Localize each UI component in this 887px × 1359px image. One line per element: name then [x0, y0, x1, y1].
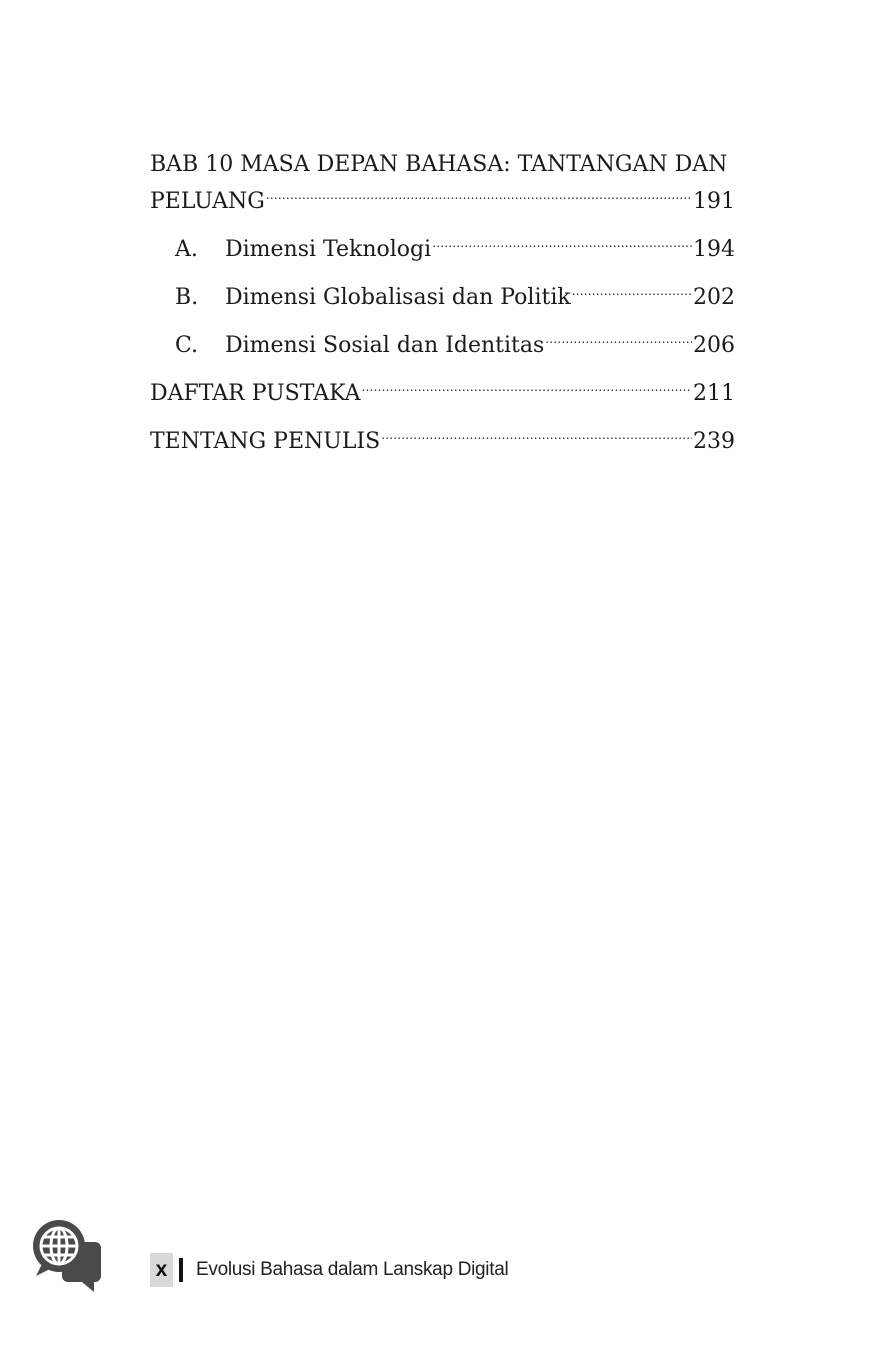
toc-entry-page: 202	[693, 285, 735, 310]
footer-divider	[179, 1258, 183, 1282]
table-of-contents	[150, 150, 735, 456]
toc-entry-label: Dimensi Teknologi	[225, 237, 432, 262]
toc-entry-page: 211	[693, 381, 735, 406]
dot-leader	[545, 323, 692, 352]
toc-entry-page: 191	[693, 189, 735, 214]
page-footer	[150, 1253, 508, 1287]
toc-entry-tentang-penulis[interactable]	[150, 419, 735, 456]
toc-entry-section-b[interactable]	[150, 275, 735, 312]
toc-entry-label: DAFTAR PUSTAKA	[150, 381, 361, 406]
dot-leader	[381, 419, 692, 448]
toc-entry-page: 239	[693, 429, 735, 454]
dot-leader	[362, 371, 692, 400]
toc-entry-section-c[interactable]	[150, 323, 735, 360]
dot-leader	[266, 179, 692, 208]
page-number: x	[150, 1253, 173, 1287]
section-marker: A.	[175, 237, 198, 262]
toc-entry-section-a[interactable]	[150, 227, 735, 264]
toc-entry-label: Dimensi Globalisasi dan Politik	[225, 285, 571, 310]
globe-chat-icon	[32, 1220, 102, 1292]
section-marker: C.	[175, 333, 199, 358]
chapter-title-line1: BAB 10 MASA DEPAN BAHASA: TANTANGAN DAN	[150, 152, 728, 177]
book-title: Evolusi Bahasa dalam Lanskap Digital	[196, 1259, 509, 1280]
toc-entry-label: Dimensi Sosial dan Identitas	[225, 333, 545, 358]
toc-entry-label: PELUANG	[150, 189, 265, 214]
dot-leader	[572, 275, 692, 304]
section-marker: B.	[175, 285, 199, 310]
toc-entry-daftar-pustaka[interactable]	[150, 371, 735, 408]
toc-entry-page: 194	[693, 237, 735, 262]
toc-entry-page: 206	[693, 333, 735, 358]
toc-entry-chapter-10[interactable]	[150, 179, 735, 216]
dot-leader	[432, 227, 692, 256]
toc-entry-label: TENTANG PENULIS	[150, 429, 381, 454]
